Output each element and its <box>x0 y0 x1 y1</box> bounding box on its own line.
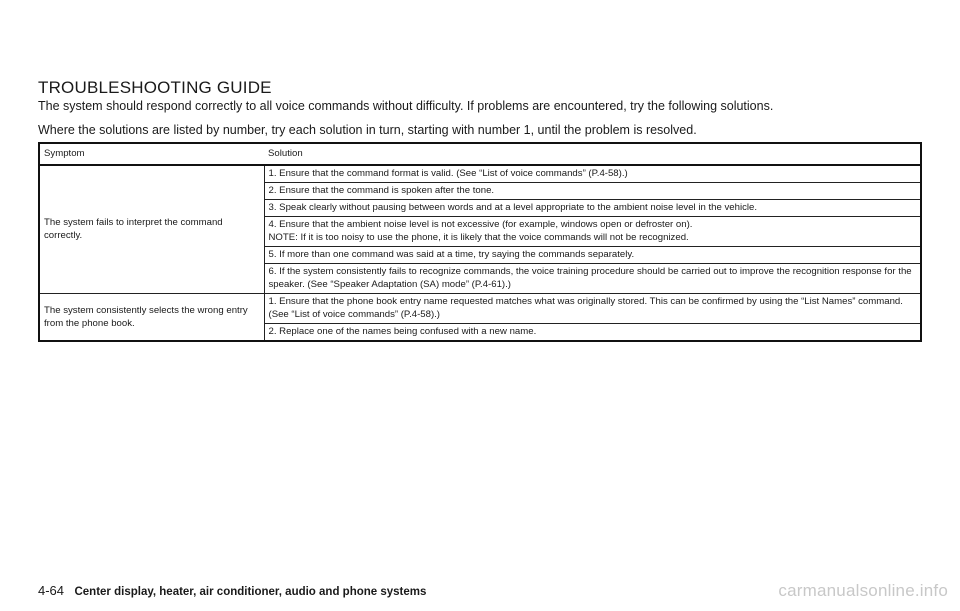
solution-note: NOTE: If it is too noisy to use the phone, it is likely that the voice commands will not be recognized. <box>268 232 689 243</box>
solution-cell: 1. Ensure that the command format is valid. (See “List of voice commands” (P.4-58).) <box>264 165 921 183</box>
solution-cell: 2. Ensure that the command is spoken after the tone. <box>264 183 921 200</box>
page-footer <box>38 582 426 600</box>
section-title: Center display, heater, air conditioner, audio and phone systems <box>74 586 427 598</box>
intro-paragraph-1: The system should respond correctly to all voice commands without difficulty. If problems are encountered, try the following solutions. <box>38 99 774 113</box>
solution-cell: 1. Ensure that the phone book entry name requested matches what was originally stored. This can be confirmed by using the “List Names” command. (See “List of voice commands” (P.4-58).) <box>264 294 921 324</box>
symptom-cell: The system consistently selects the wrong entry from the phone book. <box>39 294 264 342</box>
page-title: TROUBLESHOOTING GUIDE <box>38 78 272 97</box>
solution-line: 4. Ensure that the ambient noise level is not excessive (for example, windows open or defroster on). <box>268 219 693 230</box>
page-number: 4-64 <box>38 583 65 598</box>
symptom-cell: The system fails to interpret the command correctly. <box>39 165 264 294</box>
watermark: carmanualsonline.info <box>778 581 948 600</box>
solution-cell: 2. Replace one of the names being confused with a new name. <box>264 324 921 342</box>
table-header-row <box>39 143 921 165</box>
symptom-column-header: Symptom <box>39 143 264 165</box>
solution-column-header: Solution <box>264 143 921 165</box>
solution-cell <box>264 217 921 247</box>
table-row <box>39 294 921 324</box>
solution-cell: 3. Speak clearly without pausing between words and at a level appropriate to the ambient noise level in the vehicle. <box>264 200 921 217</box>
intro-paragraph-2: Where the solutions are listed by number, try each solution in turn, starting with number 1, until the problem is resolved. <box>38 123 697 137</box>
troubleshooting-table <box>38 142 922 342</box>
table-row <box>39 165 921 183</box>
solution-cell: 5. If more than one command was said at a time, try saying the commands separately. <box>264 247 921 264</box>
solution-cell: 6. If the system consistently fails to recognize commands, the voice training procedure should be carried out to improve the recognition response for the speaker. (See “Speaker Adaptation (SA) mode” (P.4-61).) <box>264 264 921 294</box>
